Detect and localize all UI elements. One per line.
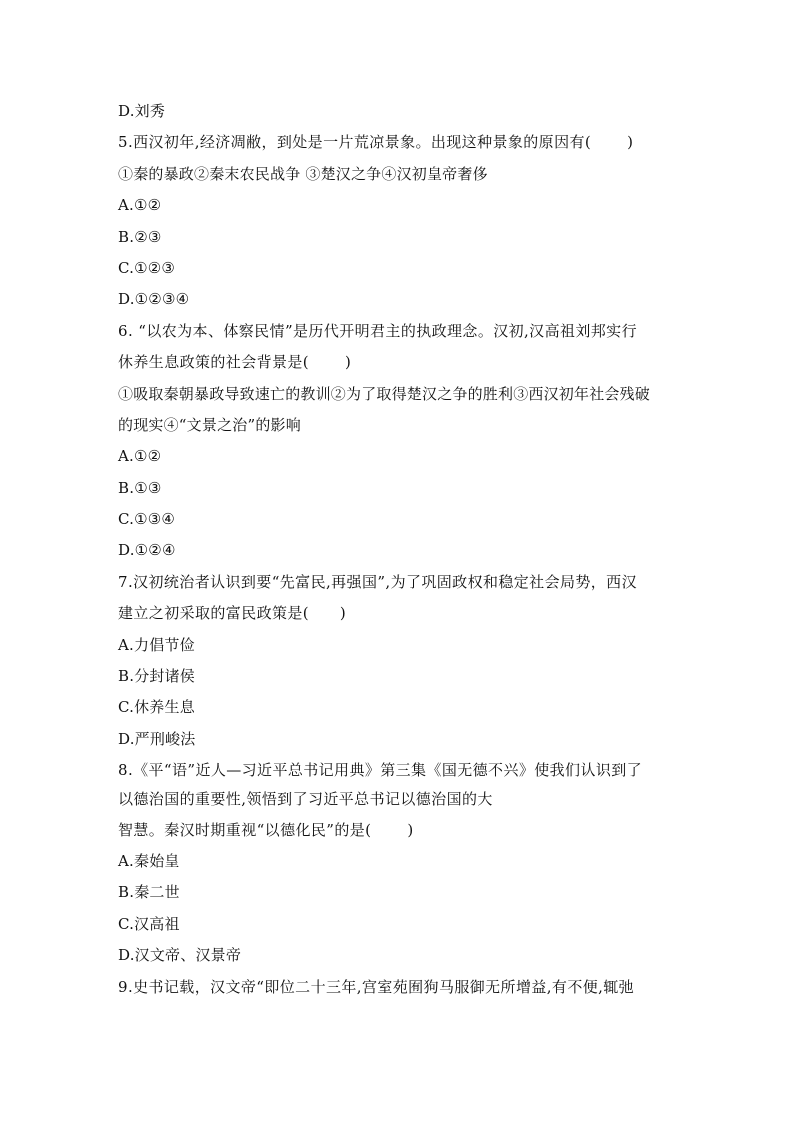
- q7-option-b: B.分封诸侯: [118, 667, 195, 686]
- q5-option-b: B.②③: [118, 227, 162, 246]
- q7-option-c: C.休养生息: [118, 698, 195, 717]
- q7-option-d: D.严刑峻法: [118, 729, 196, 748]
- q8-option-c: C.汉高祖: [118, 914, 180, 933]
- q8-stem-line-3: 智慧。秦汉时期重视“以德化民”的是( ): [118, 820, 414, 839]
- q6-stem-line-1: 6. “以农为本、体察民情”是历代开明君主的执政理念。汉初,汉高祖刘邦实行: [118, 321, 637, 340]
- q6-statements-line-2: 的现实④“文景之治”的影响: [118, 415, 301, 434]
- q8-option-a: A.秦始皇: [118, 851, 180, 870]
- q6-statements-line-1: ①吸取秦朝暴政导致速亡的教训②为了取得楚汉之争的胜利③西汉初年社会残破: [118, 384, 651, 403]
- q8-option-b: B.秦二世: [118, 883, 180, 902]
- q4-option-d: D.刘秀: [118, 102, 166, 120]
- q8-stem-line-2: 以德治国的重要性,领悟到了习近平总书记以德治国的大: [118, 789, 493, 808]
- q5-statements: ①秦的暴政②秦末农民战争 ③楚汉之争④汉初皇帝奢侈: [118, 164, 488, 183]
- q7-stem-line-1: 7.汉初统治者认识到要“先富民,再强国”,为了巩固政权和稳定社会局势，西汉: [118, 572, 637, 591]
- q5-option-c: C.①②③: [118, 258, 176, 277]
- q7-stem-line-2: 建立之初采取的富民政策是( ): [118, 604, 347, 623]
- q6-option-b: B.①③: [118, 478, 162, 497]
- q9-stem-line-1: 9.史书记载，汉文帝“即位二十三年,宫室苑囿狗马服御无所增益,有不便,辄弛: [118, 977, 635, 996]
- q6-option-d: D.①②④: [118, 541, 176, 560]
- q8-stem-line-1: 8.《平“语”近人—习近平总书记用典》第三集《国无德不兴》使我们认识到了: [118, 761, 643, 780]
- q6-stem-line-2: 休养生息政策的社会背景是( ): [118, 353, 352, 372]
- q6-option-c: C.①③④: [118, 510, 176, 529]
- q7-option-a: A.力倡节俭: [118, 635, 195, 654]
- q5-stem: 5.西汉初年,经济凋敝，到处是一片荒凉景象。出现这种景象的原因有( ): [118, 133, 634, 152]
- q6-option-a: A.①②: [118, 447, 162, 466]
- q8-option-d: D.汉文帝、汉景帝: [118, 946, 242, 965]
- q5-option-a: A.①②: [118, 196, 162, 215]
- q5-option-d: D.①②③④: [118, 290, 190, 309]
- document-body: [118, 96, 678, 1003]
